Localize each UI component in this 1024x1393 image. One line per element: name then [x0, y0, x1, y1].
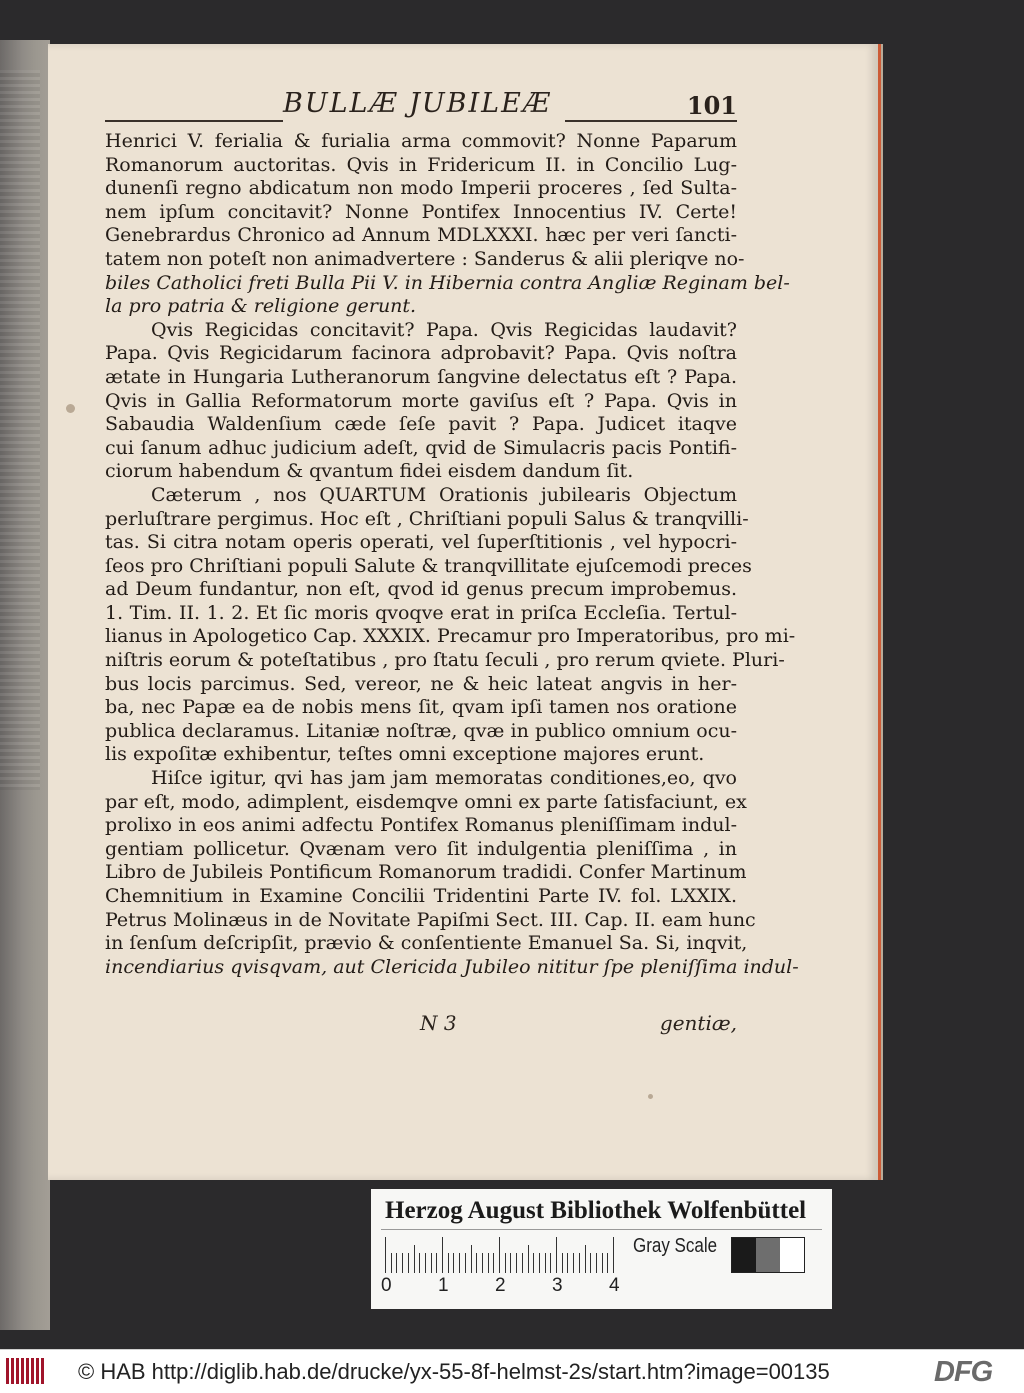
text-line: par eſt, modo, adimplent, eisdemqve omni ex parte ſatisfaciunt, ex — [105, 790, 747, 813]
text-line: lis expoſitæ exhibentur, teſtes omni exceptione majores erunt. — [105, 743, 705, 766]
dfg-logo[interactable]: DFG — [934, 1356, 993, 1388]
ruler-tick — [476, 1253, 477, 1273]
text-line: 1. Tim. II. 1. 2. Et ſic moris qvoqve erat in priſca Eccleſia. Tertul- — [105, 601, 737, 624]
page-number: 101 — [686, 91, 737, 120]
header-rule-left — [105, 120, 283, 122]
text-line: nem ipſum concitavit? Nonne Pontifex Innocentius IV. Certe! — [105, 200, 737, 223]
signature-mark: N 3 — [420, 1011, 457, 1035]
text-line: Romanorum auctoritas. Qvis in Fridericum II. in Concilio Lug- — [105, 153, 737, 176]
text-line: Henrici V. ferialia & furialia arma commovit? Nonne Paparum — [105, 130, 737, 152]
header-rule-right — [565, 120, 737, 122]
ruler-tick — [396, 1253, 397, 1273]
text-line: prolixo in eos animi adfectu Pontifex Romanus pleniſſimam indul- — [105, 814, 737, 837]
catchword: gentiæ, — [659, 1011, 737, 1035]
ruler-tick — [533, 1253, 534, 1273]
ruler-tick — [613, 1237, 614, 1273]
ruler-tick — [596, 1253, 597, 1273]
ruler-tick — [510, 1253, 511, 1273]
scale-digit: 2 — [495, 1275, 506, 1296]
text-line: incendiarius qvisqvam, aut Clericida Jubileo nititur ſpe pleniſſima indul- — [105, 955, 799, 978]
ruler-scale — [385, 1237, 635, 1273]
ruler-tick — [453, 1253, 454, 1273]
ruler-tick — [602, 1253, 603, 1273]
ruler-tick — [414, 1245, 415, 1273]
adjacent-page-edge — [0, 70, 40, 790]
text-line: ba, nec Papæ ea de nobis mens ſit, qvam ipſi tamen nos oratione — [105, 696, 737, 719]
ruler-tick — [505, 1253, 506, 1273]
ruler-tick — [482, 1253, 483, 1273]
text-line: Sabaudia Waldenſium cæde ſeſe pavit ? Papa. Judicet itaqve — [105, 413, 737, 436]
text-line: tas. Si citra notam operis operati, vel ſuperſtitionis , vel hypocri- — [105, 531, 737, 554]
ruler-tick — [431, 1253, 432, 1273]
ruler-tick — [522, 1253, 523, 1273]
gray-patch-dark — [732, 1238, 756, 1272]
text-line: biles Catholici freti Bulla Pii V. in Hibernia contra Angliæ Reginam bel- — [105, 271, 790, 294]
gray-scale-patches — [731, 1237, 805, 1273]
ruler-tick — [573, 1253, 574, 1273]
ruler-tick — [408, 1253, 409, 1273]
ruler-tick — [419, 1253, 420, 1273]
text-line: tatem non poteſt non animadvertere : Sanderus & alii pleriqve no- — [105, 247, 745, 270]
ruler-tick — [436, 1253, 437, 1273]
ruler-tick — [607, 1253, 608, 1273]
ruler-tick — [528, 1245, 529, 1273]
text-line: niſtris eorum & poteſtatibus , pro ſtatu ſeculi , pro rerum qviete. Pluri- — [105, 649, 785, 672]
gray-patch-light — [780, 1238, 804, 1272]
scale-digit: 3 — [552, 1275, 563, 1296]
text-line: ad Deum fundantur, non eſt, qvod id genus precum improbemus. — [105, 578, 737, 601]
status-bar — [0, 1349, 1024, 1393]
ruler-tick — [442, 1237, 443, 1273]
ruler-tick — [493, 1253, 494, 1273]
page-url[interactable]: © HAB http://diglib.hab.de/drucke/yx-55-8f-helmst-2s/start.htm?image=00135 — [78, 1359, 830, 1384]
ruler-tick — [488, 1253, 489, 1273]
text-line: Petrus Molinæus in de Novitate Papiſmi Sect. III. Cap. II. eam hunc — [105, 908, 756, 931]
scale-digit: 0 — [381, 1275, 392, 1296]
text-line: dunenſi regno abdicatum non modo Imperii proceres , ſed Sulta- — [105, 177, 737, 200]
ruler-tick — [545, 1253, 546, 1273]
ruler-tick — [385, 1237, 386, 1273]
paper-stain — [66, 404, 75, 413]
scale-digit: 4 — [609, 1275, 620, 1296]
text-line: Hiſce igitur, qvi has jam jam memoratas conditiones,eo, qvo — [151, 767, 737, 790]
text-line: bus locis parcimus. Sed, vereor, ne & heic lateat angvis in her- — [105, 672, 737, 695]
ruler-tick — [402, 1253, 403, 1273]
ruler-tick — [579, 1253, 580, 1273]
scale-digit: 1 — [438, 1275, 449, 1296]
ruler-tick — [556, 1237, 557, 1273]
text-line: Genebrardus Chronico ad Annum MDLXXXI. hæc per veri ſancti- — [105, 224, 737, 247]
ruler-tick — [448, 1253, 449, 1273]
gray-scale-label: Gray Scale — [633, 1235, 718, 1257]
ruler-tick — [562, 1253, 563, 1273]
text-line: la pro patria & religione gerunt. — [105, 295, 417, 318]
text-line: perluſtrare pergimus. Hoc eſt , Chriſtiani populi Salus & tranqvilli- — [105, 507, 749, 530]
page-footer — [105, 1011, 737, 1037]
page-header — [105, 88, 737, 124]
text-line: Cæterum , nos QUARTUM Orationis jubilearis Objectum — [151, 483, 737, 506]
ruler-tick — [425, 1253, 426, 1273]
running-head: BULLÆ JUBILEÆ — [283, 88, 552, 119]
ruler-tick — [550, 1253, 551, 1273]
gray-patch-mid — [756, 1238, 780, 1272]
hab-barcode-logo-icon[interactable] — [6, 1358, 46, 1384]
text-line: ætate in Hungaria Lutheranorum ſangvine delectatus eſt ? Papa. — [105, 365, 737, 388]
ruler-tick — [471, 1245, 472, 1273]
text-line: Qvis Regicidas concitavit? Papa. Qvis Regicidas laudavit? — [151, 318, 737, 341]
ruler-tick — [539, 1253, 540, 1273]
ruler-tick — [465, 1253, 466, 1273]
text-line: gentiam pollicetur. Qvænam vero ſit indulgentia pleniſſima , in — [105, 837, 737, 860]
text-line: in ſenſum deſcripſit, prævio & conſentiente Emanuel Sa. Si, inqvit, — [105, 932, 748, 955]
text-line: Qvis in Gallia Reformatorum morte gaviſus eſt ? Papa. Qvis in — [105, 389, 737, 412]
text-line: lianus in Apologetico Cap. XXXIX. Precamur pro Imperatoribus, pro mi- — [105, 625, 796, 648]
text-line: cui ſanum adhuc judicium adeſt, qvid de Simulacris pacis Pontifi- — [105, 436, 737, 459]
ruler-tick — [585, 1245, 586, 1273]
text-line: Papa. Qvis Regicidarum facinora adprobavit? Papa. Qvis noſtra — [105, 342, 737, 365]
paper-stain — [648, 1094, 653, 1099]
ruler-tick — [459, 1253, 460, 1273]
library-color-card — [371, 1189, 832, 1309]
ruler-tick — [590, 1253, 591, 1273]
text-line: ciorum habendum & qvantum fidei eisdem dandum ſit. — [105, 460, 634, 483]
ruler-tick — [567, 1253, 568, 1273]
card-divider — [381, 1229, 822, 1230]
ruler-tick — [391, 1253, 392, 1273]
text-line: publica declaramus. Litaniæ noſtræ, qvæ in publico omnium ocu- — [105, 719, 737, 742]
page-text — [105, 130, 799, 979]
text-line: ſeos pro Chriſtiani populi Salute & tranqvillitate ejuſcemodi preces — [105, 554, 752, 577]
text-line: Libro de Jubileis Pontificum Romanorum tradidi. Confer Martinum — [105, 861, 747, 884]
text-line: Chemnitium in Examine Concilii Tridentini Parte IV. fol. LXXIX. — [105, 885, 737, 907]
library-name: Herzog August Bibliothek Wolfenbüttel — [385, 1197, 807, 1224]
ruler-tick — [499, 1237, 500, 1273]
ruler-tick — [516, 1253, 517, 1273]
